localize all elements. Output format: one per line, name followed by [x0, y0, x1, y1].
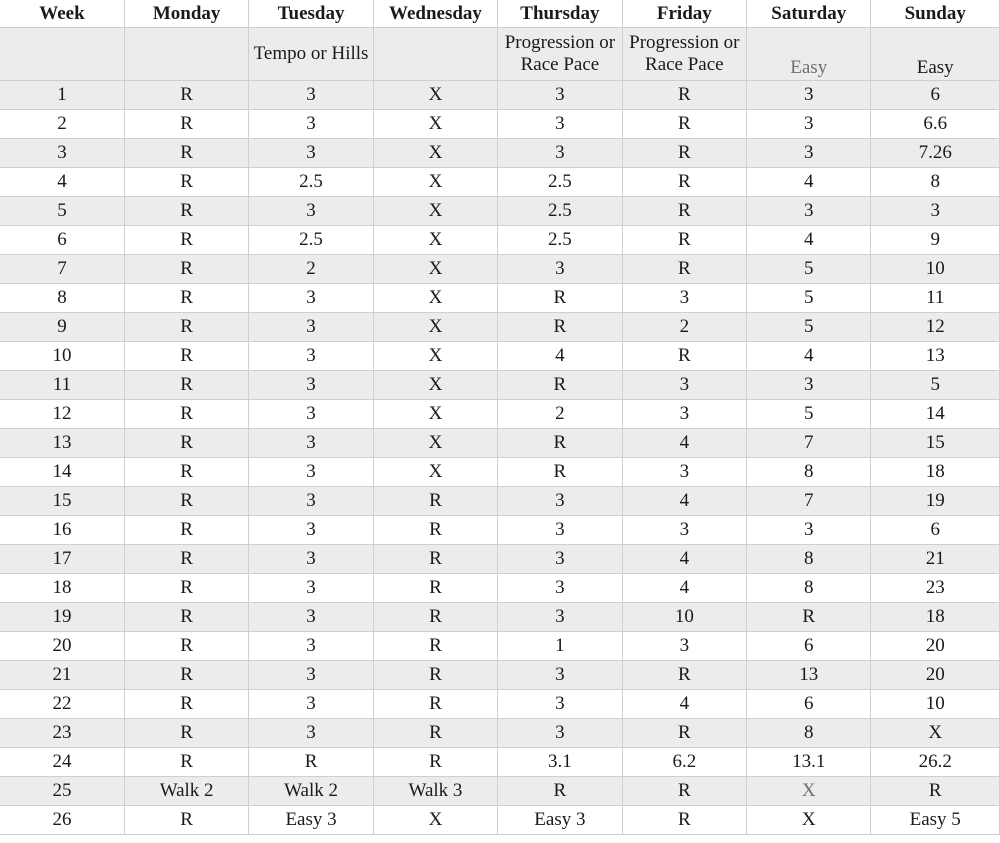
cell-friday: R [622, 110, 746, 139]
cell-thursday: 3 [498, 661, 622, 690]
cell-sunday: 6 [871, 81, 1000, 110]
cell-thursday: 3 [498, 487, 622, 516]
cell-friday: 4 [622, 574, 746, 603]
cell-friday: R [622, 139, 746, 168]
cell-saturday: 7 [747, 487, 871, 516]
table-row [0, 371, 1000, 400]
cell-tuesday: 3 [249, 342, 373, 371]
cell-friday: 4 [622, 545, 746, 574]
desc-week [0, 28, 124, 81]
cell-week: 11 [0, 371, 124, 400]
cell-thursday: 1 [498, 632, 622, 661]
cell-monday: R [124, 371, 248, 400]
cell-monday: R [124, 168, 248, 197]
table-row [0, 777, 1000, 806]
cell-tuesday: 3 [249, 313, 373, 342]
cell-wednesday: X [373, 342, 497, 371]
cell-friday: R [622, 661, 746, 690]
cell-sunday: R [871, 777, 1000, 806]
cell-tuesday: 3 [249, 487, 373, 516]
cell-wednesday: X [373, 371, 497, 400]
cell-monday: R [124, 487, 248, 516]
table-row [0, 197, 1000, 226]
header-row [0, 0, 1000, 28]
cell-week: 26 [0, 806, 124, 835]
table-row [0, 429, 1000, 458]
cell-monday: R [124, 806, 248, 835]
cell-friday: 4 [622, 690, 746, 719]
cell-friday: 3 [622, 458, 746, 487]
cell-tuesday: 3 [249, 400, 373, 429]
cell-sunday: 12 [871, 313, 1000, 342]
cell-thursday: 3 [498, 690, 622, 719]
cell-saturday: 7 [747, 429, 871, 458]
cell-wednesday: R [373, 516, 497, 545]
cell-sunday: 8 [871, 168, 1000, 197]
cell-monday: R [124, 226, 248, 255]
cell-tuesday: 3 [249, 371, 373, 400]
cell-week: 6 [0, 226, 124, 255]
cell-monday: R [124, 255, 248, 284]
cell-wednesday: X [373, 806, 497, 835]
cell-saturday: 5 [747, 400, 871, 429]
cell-monday: R [124, 574, 248, 603]
cell-monday: R [124, 632, 248, 661]
cell-saturday: 3 [747, 516, 871, 545]
cell-monday: R [124, 197, 248, 226]
cell-week: 7 [0, 255, 124, 284]
cell-friday: R [622, 255, 746, 284]
cell-saturday: 4 [747, 342, 871, 371]
cell-week: 3 [0, 139, 124, 168]
table-row [0, 632, 1000, 661]
table-row [0, 690, 1000, 719]
cell-friday: 2 [622, 313, 746, 342]
cell-week: 24 [0, 748, 124, 777]
cell-monday: R [124, 81, 248, 110]
cell-saturday: 5 [747, 313, 871, 342]
cell-saturday: 3 [747, 139, 871, 168]
cell-saturday: 4 [747, 226, 871, 255]
cell-sunday: 11 [871, 284, 1000, 313]
cell-wednesday: X [373, 226, 497, 255]
cell-wednesday: X [373, 168, 497, 197]
cell-wednesday: Walk 3 [373, 777, 497, 806]
cell-saturday: 5 [747, 284, 871, 313]
cell-tuesday: 2.5 [249, 168, 373, 197]
cell-friday: 4 [622, 429, 746, 458]
table-row [0, 458, 1000, 487]
cell-thursday: Easy 3 [498, 806, 622, 835]
cell-sunday: 19 [871, 487, 1000, 516]
cell-monday: R [124, 458, 248, 487]
cell-thursday: 3 [498, 719, 622, 748]
cell-wednesday: R [373, 661, 497, 690]
cell-sunday: 7.26 [871, 139, 1000, 168]
cell-saturday: R [747, 603, 871, 632]
cell-thursday: 3 [498, 574, 622, 603]
cell-saturday: 3 [747, 371, 871, 400]
cell-wednesday: R [373, 545, 497, 574]
desc-tuesday: Tempo or Hills [249, 28, 373, 81]
week-rows [0, 81, 1000, 835]
cell-saturday: 3 [747, 197, 871, 226]
cell-week: 20 [0, 632, 124, 661]
cell-tuesday: 3 [249, 458, 373, 487]
header-monday: Monday [124, 0, 248, 28]
cell-sunday: 6.6 [871, 110, 1000, 139]
cell-saturday: 5 [747, 255, 871, 284]
table-row [0, 603, 1000, 632]
cell-tuesday: Walk 2 [249, 777, 373, 806]
cell-saturday: 8 [747, 545, 871, 574]
cell-wednesday: X [373, 284, 497, 313]
table-row [0, 545, 1000, 574]
table-row [0, 342, 1000, 371]
cell-sunday: X [871, 719, 1000, 748]
cell-sunday: Easy 5 [871, 806, 1000, 835]
cell-wednesday: X [373, 255, 497, 284]
cell-monday: R [124, 748, 248, 777]
cell-friday: 3 [622, 284, 746, 313]
cell-week: 5 [0, 197, 124, 226]
cell-friday: R [622, 719, 746, 748]
cell-thursday: 4 [498, 342, 622, 371]
cell-friday: R [622, 81, 746, 110]
cell-friday: 3 [622, 632, 746, 661]
cell-thursday: 3.1 [498, 748, 622, 777]
cell-tuesday: 3 [249, 284, 373, 313]
cell-friday: 6.2 [622, 748, 746, 777]
header-sunday: Sunday [871, 0, 1000, 28]
table-row [0, 400, 1000, 429]
cell-thursday: R [498, 371, 622, 400]
cell-thursday: 3 [498, 255, 622, 284]
cell-week: 19 [0, 603, 124, 632]
cell-saturday: 3 [747, 110, 871, 139]
cell-monday: R [124, 342, 248, 371]
table-row [0, 487, 1000, 516]
cell-week: 18 [0, 574, 124, 603]
table-row [0, 574, 1000, 603]
cell-friday: R [622, 226, 746, 255]
cell-tuesday: 3 [249, 110, 373, 139]
cell-sunday: 3 [871, 197, 1000, 226]
cell-monday: R [124, 719, 248, 748]
cell-week: 22 [0, 690, 124, 719]
cell-thursday: 3 [498, 81, 622, 110]
cell-tuesday: 3 [249, 197, 373, 226]
cell-wednesday: X [373, 197, 497, 226]
cell-week: 25 [0, 777, 124, 806]
desc-sunday: Easy [871, 28, 1000, 81]
table-row [0, 139, 1000, 168]
desc-friday: Progression or Race Pace [622, 28, 746, 81]
cell-wednesday: R [373, 574, 497, 603]
table-row [0, 719, 1000, 748]
cell-saturday: 6 [747, 690, 871, 719]
cell-thursday: 2.5 [498, 168, 622, 197]
desc-monday [124, 28, 248, 81]
cell-thursday: 2 [498, 400, 622, 429]
cell-week: 10 [0, 342, 124, 371]
cell-tuesday: Easy 3 [249, 806, 373, 835]
cell-friday: 3 [622, 516, 746, 545]
cell-wednesday: R [373, 632, 497, 661]
cell-tuesday: 3 [249, 690, 373, 719]
cell-tuesday: 3 [249, 719, 373, 748]
cell-friday: 4 [622, 487, 746, 516]
cell-friday: R [622, 342, 746, 371]
cell-monday: R [124, 139, 248, 168]
cell-week: 23 [0, 719, 124, 748]
workout-type-row [0, 28, 1000, 81]
cell-sunday: 15 [871, 429, 1000, 458]
cell-sunday: 26.2 [871, 748, 1000, 777]
cell-week: 2 [0, 110, 124, 139]
table-row [0, 516, 1000, 545]
cell-tuesday: 2.5 [249, 226, 373, 255]
cell-monday: R [124, 661, 248, 690]
table-row [0, 81, 1000, 110]
cell-monday: R [124, 516, 248, 545]
cell-sunday: 20 [871, 632, 1000, 661]
cell-sunday: 23 [871, 574, 1000, 603]
cell-sunday: 18 [871, 603, 1000, 632]
cell-thursday: R [498, 777, 622, 806]
cell-saturday: 3 [747, 81, 871, 110]
cell-tuesday: R [249, 748, 373, 777]
cell-week: 1 [0, 81, 124, 110]
cell-week: 15 [0, 487, 124, 516]
cell-wednesday: R [373, 690, 497, 719]
cell-sunday: 10 [871, 255, 1000, 284]
table-row [0, 313, 1000, 342]
cell-friday: R [622, 197, 746, 226]
cell-thursday: R [498, 284, 622, 313]
cell-sunday: 9 [871, 226, 1000, 255]
cell-wednesday: X [373, 139, 497, 168]
cell-thursday: R [498, 458, 622, 487]
table-row [0, 110, 1000, 139]
cell-week: 16 [0, 516, 124, 545]
cell-saturday: 8 [747, 574, 871, 603]
cell-sunday: 21 [871, 545, 1000, 574]
desc-saturday: Easy [747, 28, 871, 81]
cell-thursday: 3 [498, 545, 622, 574]
cell-saturday: 13 [747, 661, 871, 690]
cell-sunday: 13 [871, 342, 1000, 371]
cell-saturday: 6 [747, 632, 871, 661]
cell-monday: R [124, 545, 248, 574]
cell-tuesday: 3 [249, 429, 373, 458]
header-wednesday: Wednesday [373, 0, 497, 28]
cell-sunday: 5 [871, 371, 1000, 400]
cell-week: 21 [0, 661, 124, 690]
cell-friday: 3 [622, 400, 746, 429]
cell-tuesday: 3 [249, 661, 373, 690]
table-row [0, 226, 1000, 255]
cell-week: 4 [0, 168, 124, 197]
cell-wednesday: R [373, 487, 497, 516]
cell-friday: R [622, 806, 746, 835]
cell-week: 9 [0, 313, 124, 342]
cell-week: 14 [0, 458, 124, 487]
cell-monday: R [124, 313, 248, 342]
cell-monday: R [124, 429, 248, 458]
cell-thursday: R [498, 313, 622, 342]
cell-thursday: 2.5 [498, 226, 622, 255]
table-row [0, 661, 1000, 690]
table-row [0, 168, 1000, 197]
cell-tuesday: 3 [249, 516, 373, 545]
cell-thursday: 3 [498, 139, 622, 168]
cell-sunday: 10 [871, 690, 1000, 719]
cell-wednesday: R [373, 719, 497, 748]
cell-wednesday: X [373, 81, 497, 110]
cell-saturday: 8 [747, 458, 871, 487]
header-thursday: Thursday [498, 0, 622, 28]
cell-tuesday: 3 [249, 81, 373, 110]
cell-thursday: 3 [498, 603, 622, 632]
cell-wednesday: X [373, 429, 497, 458]
desc-wednesday [373, 28, 497, 81]
cell-week: 12 [0, 400, 124, 429]
cell-week: 17 [0, 545, 124, 574]
cell-thursday: R [498, 429, 622, 458]
cell-wednesday: R [373, 748, 497, 777]
cell-monday: R [124, 690, 248, 719]
cell-friday: R [622, 777, 746, 806]
header-tuesday: Tuesday [249, 0, 373, 28]
cell-thursday: 2.5 [498, 197, 622, 226]
cell-monday: R [124, 603, 248, 632]
cell-tuesday: 3 [249, 574, 373, 603]
cell-tuesday: 3 [249, 632, 373, 661]
table-row [0, 806, 1000, 835]
cell-sunday: 14 [871, 400, 1000, 429]
cell-monday: Walk 2 [124, 777, 248, 806]
cell-wednesday: X [373, 400, 497, 429]
cell-friday: 10 [622, 603, 746, 632]
cell-tuesday: 3 [249, 545, 373, 574]
cell-monday: R [124, 400, 248, 429]
cell-thursday: 3 [498, 110, 622, 139]
cell-week: 13 [0, 429, 124, 458]
table-row [0, 748, 1000, 777]
table-row [0, 284, 1000, 313]
cell-tuesday: 3 [249, 139, 373, 168]
cell-tuesday: 3 [249, 603, 373, 632]
cell-saturday: X [747, 777, 871, 806]
cell-sunday: 6 [871, 516, 1000, 545]
cell-wednesday: X [373, 458, 497, 487]
cell-friday: 3 [622, 371, 746, 400]
cell-wednesday: X [373, 110, 497, 139]
cell-week: 8 [0, 284, 124, 313]
cell-saturday: 4 [747, 168, 871, 197]
cell-saturday: 8 [747, 719, 871, 748]
cell-saturday: 13.1 [747, 748, 871, 777]
cell-tuesday: 2 [249, 255, 373, 284]
cell-monday: R [124, 284, 248, 313]
cell-saturday: X [747, 806, 871, 835]
cell-monday: R [124, 110, 248, 139]
table-row [0, 255, 1000, 284]
header-friday: Friday [622, 0, 746, 28]
cell-thursday: 3 [498, 516, 622, 545]
cell-wednesday: X [373, 313, 497, 342]
cell-wednesday: R [373, 603, 497, 632]
cell-sunday: 18 [871, 458, 1000, 487]
header-saturday: Saturday [747, 0, 871, 28]
header-week: Week [0, 0, 124, 28]
cell-sunday: 20 [871, 661, 1000, 690]
cell-friday: R [622, 168, 746, 197]
desc-thursday: Progression or Race Pace [498, 28, 622, 81]
